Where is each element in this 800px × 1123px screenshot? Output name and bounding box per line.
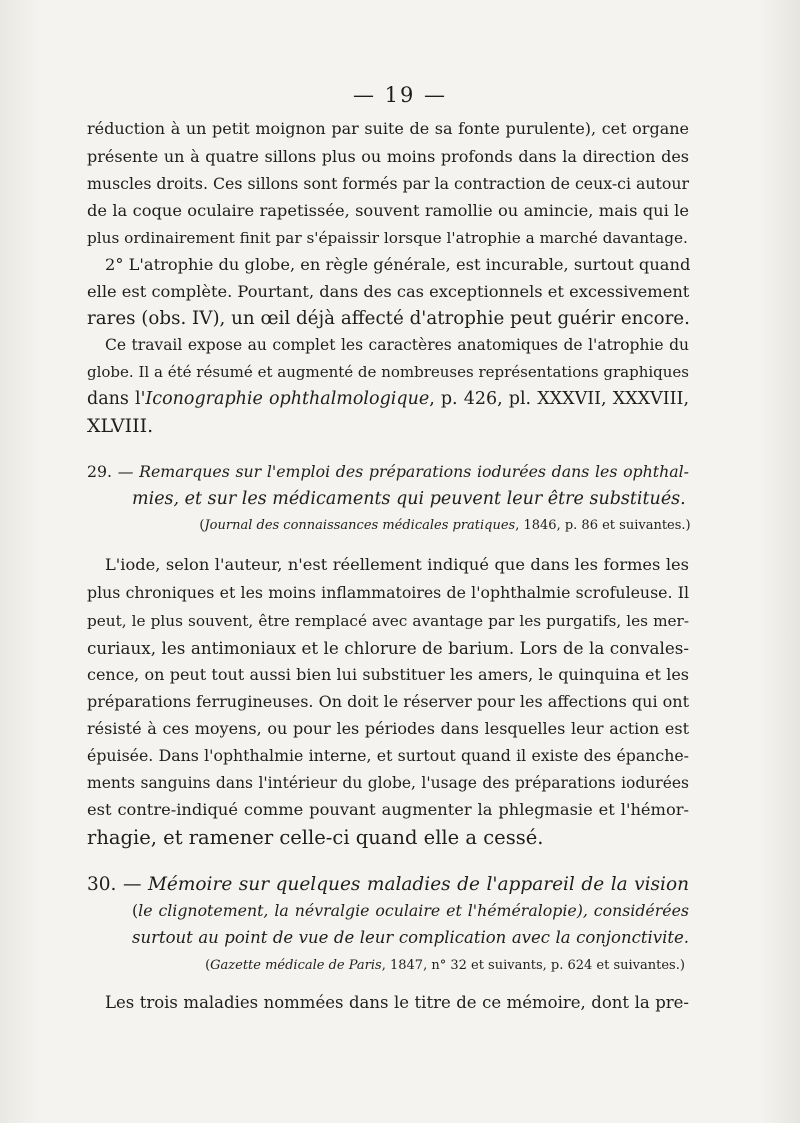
- text-line: 2° L'atrophie du globe, en règle générale, est incurable, surtout quand: [105, 255, 691, 274]
- text-line: préparations ferrugineuses. On doit le réserver pour les affections qui ont: [87, 692, 690, 711]
- text-fragment: (: [199, 518, 205, 533]
- text-line: résisté à ces moyens, ou pour les périodes dans lesquelles leur action est: [87, 719, 689, 738]
- text-line: XLVIII.: [87, 415, 154, 437]
- page-number: — 19 —: [352, 83, 448, 107]
- text-fragment: , p. 426, pl. XXXVII, XXXVIII,: [429, 389, 690, 409]
- text-line: peut, le plus souvent, être remplacé avec avantage par les purgatifs, les mer-: [87, 612, 689, 630]
- entry-title-line: mies, et sur les médicaments qui peuvent leur être substitués.: [132, 489, 686, 509]
- entry-number: 29. —: [87, 462, 140, 481]
- text-line: Ce travail expose au complet les caractères anatomiques de l'atrophie du: [105, 336, 689, 354]
- text-line: L'iode, selon l'auteur, n'est réellement indiqué que dans les formes les: [105, 555, 689, 574]
- entry-title-line: surtout au point de vue de leur complication avec la conjonctivite.: [132, 928, 689, 947]
- text-line: présente un à quatre sillons plus ou moins profonds dans la direction des: [87, 147, 689, 166]
- text-line: curiaux, les antimoniaux et le chlorure de barium. Lors de la convales-: [87, 638, 689, 658]
- journal-name: Gazette médicale de Paris: [210, 958, 382, 973]
- text-line: plus ordinairement finit par s'épaissir lorsque l'atrophie a marché davantage.: [87, 229, 688, 247]
- entry-title: Remarques sur l'emploi des préparations iodurées dans les ophthal-: [139, 462, 690, 481]
- entry-source: [0, 958, 800, 973]
- journal-name: Journal des connaissances médicales pratiques: [204, 518, 516, 533]
- text-line: de la coque oculaire rapetissée, souvent ramollie ou amincie, mais qui le: [87, 201, 689, 220]
- text-line: cence, on peut tout aussi bien lui substituer les amers, le quinquina et les: [87, 665, 689, 684]
- text-fragment: le clignotement, la névralgie oculaire et l'héméralopie: [138, 901, 577, 920]
- entry-source: [0, 518, 800, 533]
- iconographie-title: Iconographie ophthalmologique: [145, 389, 430, 409]
- text-line: [87, 387, 689, 411]
- text-line: épuisée. Dans l'ophthalmie interne, et surtout quand il existe des épanche-: [87, 746, 689, 765]
- text-line: réduction à un petit moignon par suite de sa fonte purulente), cet organe: [87, 119, 689, 138]
- entry-title-line: [132, 899, 689, 923]
- text-line: rares (obs. IV), un œil déjà affecté d'atrophie peut guérir encore.: [87, 308, 690, 329]
- text-line: globe. Il a été résumé et augmenté de nombreuses représentations graphiques: [87, 363, 689, 381]
- text-fragment: , 1846, p. 86 et suivantes.): [515, 518, 691, 533]
- text-fragment: dans l': [87, 389, 146, 409]
- text-fragment: (: [205, 958, 211, 973]
- text-fragment: , 1847, n° 32 et suivants, p. 624 et suivantes.): [381, 958, 685, 973]
- entry-title: Mémoire sur quelques maladies de l'appareil de la vision: [147, 874, 689, 895]
- entry-title-line: [87, 460, 689, 484]
- text-line: ments sanguins dans l'intérieur du globe, l'usage des préparations iodurées: [87, 774, 689, 792]
- text-line: muscles droits. Ces sillons sont formés par la contraction de ceux-ci autour: [87, 174, 690, 193]
- entry-title-line: [87, 873, 689, 897]
- text-line: plus chroniques et les moins inflammatoires de l'ophthalmie scrofuleuse. Il: [87, 583, 689, 602]
- text-line: rhagie, et ramener celle-ci quand elle a cessé.: [87, 826, 544, 849]
- text-line: elle est complète. Pourtant, dans des cas exceptionnels et excessivement: [87, 282, 690, 301]
- text-fragment: ), considérées: [576, 901, 689, 920]
- text-line: Les trois maladies nommées dans le titre de ce mémoire, dont la pre-: [105, 993, 689, 1012]
- entry-number: 30. —: [87, 874, 148, 895]
- text-line: est contre-indiqué comme pouvant augmenter la phlegmasie et l'hémor-: [87, 800, 689, 819]
- text-fragment: (: [132, 901, 139, 920]
